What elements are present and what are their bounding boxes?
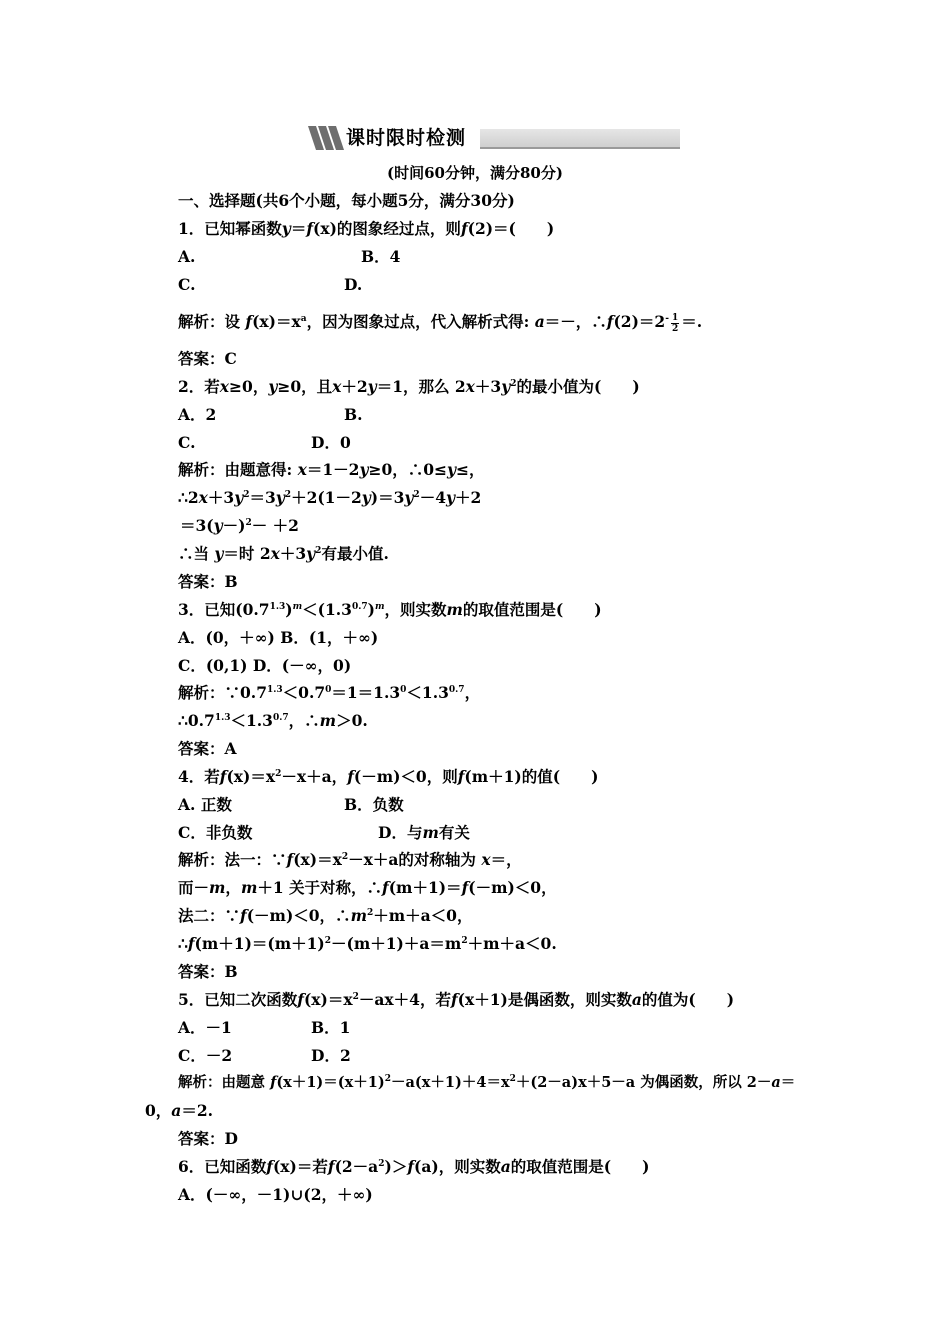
header-bar: [480, 129, 680, 149]
q2-option-a: A．2: [178, 405, 217, 424]
q5-solution-2: 0，a＝2.: [145, 1101, 214, 1120]
q2-option-c: C.: [178, 433, 196, 452]
q4-answer: 答案：B: [178, 962, 238, 981]
q4-options-cd: [178, 823, 470, 843]
q2-solution-1: 解析：由题意得: x＝1－2y≥0，∴0≤y≤，: [178, 460, 485, 479]
q5-options-cd: [178, 1046, 351, 1066]
q2-options-cd: [178, 433, 351, 453]
q3-options-ab: A．(0，＋∞) B．(1，＋∞): [178, 628, 379, 647]
q4-solution-3: 法二：∵f(－m)＜0，$\therefore m^2+m+a<0$，: [178, 906, 473, 925]
q3-options-cd: C．(0,1) D．(－∞，0): [178, 656, 352, 675]
q3-stem: 3．已知$(0.7^{1.3})^m<(1.3^{0.7})^m$，则实数m的取值范围是( ): [178, 600, 602, 619]
q6-stem: 6．已知函数f(x)＝若$f(2-a^2)>f(a)$，则实数a的取值范围是( ): [178, 1157, 650, 1176]
q3-answer: 答案：A: [178, 739, 237, 758]
q1-answer: 答案：C: [178, 349, 237, 368]
section-heading: 一、选择题(共6个小题，每小题5分，满分30分): [178, 191, 515, 210]
section-header: [308, 126, 680, 150]
q1-option-d: D.: [344, 275, 363, 294]
q5-stem: 5．已知二次函数$f(x)=x^2-ax+4$，若f(x＋1)是偶函数，则实数a的值为( ): [178, 990, 735, 1009]
q5-solution-1: 解析：由题意 $f(x+1)=(x+1)^2-a(x+1)+4=x^2+(2-a)x+5-a$ 为偶函数，所以 2－a＝: [178, 1074, 796, 1091]
q5-option-d: D．2: [311, 1046, 351, 1065]
q4-option-b: B．负数: [344, 795, 404, 814]
q1-options-ab: [178, 247, 401, 267]
q4-option-c: C．非负数: [178, 823, 253, 842]
q2-solution-4: ∴当 y＝时 $2x+3y^2$有最小值.: [178, 544, 389, 563]
q1-option-b: B．4: [361, 247, 401, 266]
q4-options-ab: [178, 795, 404, 815]
q2-option-b: B.: [344, 405, 363, 424]
q4-solution-1: 解析：法一：$\because f(x)=x^2-x+a$的对称轴为 x＝，: [178, 850, 522, 869]
q1-option-a: A.: [178, 247, 196, 266]
q2-answer: 答案：B: [178, 572, 238, 591]
q2-solution-2: $\therefore 2x+3y^2=3y^2+2(1-2y)=3y^2-4y+2$: [178, 488, 482, 507]
q3-solution-1: 解析：$\because 0.7^{1.3}<0.7^0=1=1.3^0<1.3^{0.7}$，: [178, 683, 481, 702]
q2-options-ab: [178, 405, 363, 425]
q5-options-ab: [178, 1018, 351, 1038]
q4-solution-4: $\therefore f(m+1)=(m+1)^2-(m+1)+a=m^2+m+a<0$.: [178, 934, 557, 953]
q6-option-a: A．(－∞，－1)∪(2，＋∞): [178, 1185, 373, 1204]
header-stripes-icon: [308, 126, 344, 150]
q4-stem: 4．若$f(x)=x^2-x+a$，f(－m)＜0，则f(m＋1)的值( ): [178, 767, 599, 786]
q1-options-cd: [178, 275, 363, 295]
q3-solution-2: $\therefore 0.7^{1.3}<1.3^{0.7}$，∴m＞0.: [178, 711, 368, 730]
q1-stem: 1．已知幂函数y＝f(x)的图象经过点，则f(2)＝( ): [178, 219, 555, 238]
q5-option-c: C．－2: [178, 1046, 233, 1065]
q5-answer: 答案：D: [178, 1129, 238, 1148]
header-title: 课时限时检测: [346, 127, 467, 149]
q2-stem: 2．若x≥0，y≥0，且x＋2y＝1，那么 $2x+3y^2$的最小值为( ): [178, 377, 640, 396]
q5-option-b: B．1: [311, 1018, 351, 1037]
q1-option-c: C.: [178, 275, 196, 294]
fraction-one-half: $\frac{1}{2}$: [671, 312, 679, 334]
q5-option-a: A．－1: [178, 1018, 232, 1037]
time-score-subtitle: (时间60分钟，满分80分): [387, 164, 563, 182]
q4-solution-2: 而－m，m＋1 关于对称，∴f(m＋1)＝f(－m)＜0，: [178, 878, 557, 897]
q2-option-d: D．0: [311, 433, 351, 452]
q4-option-a: A. 正数: [178, 795, 232, 814]
q4-option-d: D．与m有关: [378, 823, 470, 842]
q1-solution: 解析：设 $f(x)=x^a$，因为图象过点，代入解析式得: a＝－，∴f(2)＝2- $\frac{1}{2}$ ＝.: [178, 312, 703, 334]
q2-solution-3: $=3(y-)^2- +2$: [180, 516, 299, 535]
